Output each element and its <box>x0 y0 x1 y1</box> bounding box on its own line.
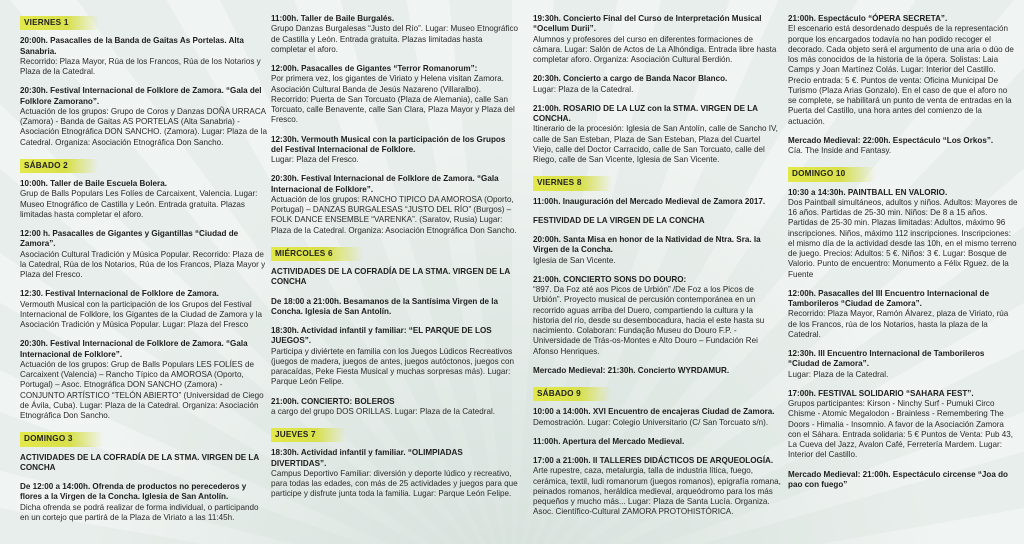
event-title: 20:30h. Festival Internacional de Folklore de Zamora. “Gala Internacional de Folklore”. <box>20 339 248 359</box>
event-title: 12:00 h. Pasacalles de Gigantes y Gigantillas “Ciudad de Zamora”. <box>20 229 239 249</box>
day-header: MIÉRCOLES 6 <box>271 247 363 261</box>
event-title: 12:00h. Pasacalles de Gigantes “Terror Romanorum”: <box>271 64 478 73</box>
event-entry <box>20 36 268 77</box>
event-entry <box>20 179 268 220</box>
program-column-3 <box>533 14 781 527</box>
event-title: 17:00 a 21:00h. II TALLERES DIDÁCTICOS DE ARQUEOLOGÍA. <box>533 456 774 465</box>
event-details: Vermouth Musical con la participación de los Grupos del Festival Internacional de Folklore, los Gigantes de la Ciudad de Zamora y la Asociación Tradición y Música Popular. Lugar: Plaza del Fresco <box>20 299 263 329</box>
event-title: 10:00h. Taller de Baile Escuela Bolera. <box>20 179 167 188</box>
event-entry <box>271 326 519 388</box>
event-details: a cargo del grupo DOS ORILLAS. Lugar: Plaza de la Catedral. <box>271 406 496 416</box>
day-header: VIERNES 1 <box>20 16 99 30</box>
event-entry <box>533 235 781 266</box>
event-title: Mercado Medieval: 21:30h. Concierto WYRDAMUR. <box>533 365 730 375</box>
day-header: VIERNES 8 <box>533 176 612 190</box>
event-title: 17:00h. FESTIVAL SOLIDARIO “SAHARA FEST”. <box>788 388 974 398</box>
event-title: Mercado Medieval: 21:00h. Espectáculo circense “Joa do pao con fuego” <box>788 469 1008 489</box>
event-entry <box>533 456 781 518</box>
event-details: Grupos participantes: Kirson - Ninchy Surf - Pumuki Circo Chisme - Atomic Megalodon - Brainless - Remembering The Doors - Himalia - Insomnio. A favor de la Asociación Zamora con el Sáhara. Entrada solidaria: 5 € Puntos de Venta: Pub 43, La Cueva del Jazz, Avalon Café, Ferretería Mardem. Lugar: Interior del Castillo. <box>788 399 1013 460</box>
event-details: Arte rupestre, caza, metalurgia, talla de industria lítica, fuego, cerámica, textil, ludi romanorum (juegos romanos), epigrafía romana, peinados romanos, heráldica medieval, arqueódromo para los más pequeños y mucho más... Lugar: Plaza de Santa Lucía. Organiza. Asoc. Científico-Cultural ZAMORA PROTOHISTÓRICA. <box>533 466 781 517</box>
event-details: Recorrido: Plaza Mayor, Rúa de los Francos, Rúa de los Notarios y Plaza de la Catedral. <box>20 56 261 76</box>
event-entry <box>20 86 268 148</box>
event-entry <box>533 407 781 428</box>
event-title: 11:00h. Apertura del Mercado Medieval. <box>533 436 685 446</box>
event-title: 12:00h. Pasacalles del III Encuentro Internacional de Tamborileros “Ciudad de Zamora”. <box>788 288 990 308</box>
event-title: 10:00 a 14:00h. XVI Encuentro de encajeras Ciudad de Zamora. <box>533 407 775 417</box>
event-details: Actuación de los grupos: Grup de Balls Populars LES FOLÍES de Carcaixent (Valencia) – Rancho Típico da AMOROSA (Oporto, Portugal) – Asoc. Etnográfica DON SANCHO (Zamora) - CONJUNTO ARTÍSTICO “TELÓN ABIERTO” (Universidad de Ciego de Ávila, Cuba). Lugar: Plaza de la Catedral. Organiza: Asociación Etnográfica Don Sancho. <box>20 359 264 420</box>
event-title: De 12:00 a 14:00h. Ofrenda de productos no perecederos y flores a la Virgen de la Concha. Iglesia de San Antolín. <box>20 482 247 502</box>
event-title: 20:00h. Pasacalles de la Banda de Gaitas As Portelas. Alta Sanabria. <box>20 36 244 56</box>
program-column-1 <box>20 14 268 532</box>
event-title: 18:30h. Actividad infantil y familiar: “EL PARQUE DE LOS JUEGOS”. <box>271 326 492 346</box>
event-entry <box>788 389 1018 461</box>
event-entry <box>271 448 519 499</box>
event-title: FESTIVIDAD DE LA VIRGEN DE LA CONCHA <box>533 215 705 225</box>
event-entry <box>271 397 519 418</box>
event-title: 21:00h. CONCIERTO SONS DO DOURO: <box>533 274 687 284</box>
event-details: Actuación de los grupos: Grupo de Coros y Danzas DOÑA URRACA (Zamora) - Banda de Gaitas AS PORTELAS (Alta Sanabria) - Asociación Etnográfica DON SANCHO. (Zamora). Lugar: Plaza de la Catedral. Organiza: Asociación Etnográfica Don Sancho. <box>20 106 267 147</box>
event-details: Itinerario de la procesión: Iglesia de San Antolín, calle de Sancho IV, calle de San Esteban, Plaza de San Esteban, Plaza del Cuartel Viejo, calle del Doctor Carracido, calle de San Torcuato, calle del Riego, calle de San Vicente, Iglesia de San Vicente. <box>533 124 778 164</box>
event-entry <box>533 197 781 207</box>
event-details: Lugar: Plaza del Fresco. <box>271 155 359 164</box>
event-entry <box>788 349 1018 380</box>
day-header: DOMINGO 10 <box>788 167 875 181</box>
event-entry <box>533 366 781 376</box>
event-entry <box>20 339 268 421</box>
event-details: Grupo Danzas Burgalesas “Justo del Río”. Lugar: Museo Etnográfico de Castilla y León. Entrada gratuita. Plazas limitadas hasta completar el aforo. <box>271 24 518 54</box>
event-title: 21:00h. ROSARIO DE LA LUZ con la STMA. VIRGEN DE LA CONCHA. <box>533 103 758 123</box>
event-details: “897. Da Foz até aos Picos de Urbión” /De Foz a los Picos de Urbión”. Proyecto musical de percusión contemporánea en un recorrido aguas arriba del Duero, compartiendo la cultura y la historia del río, desde su desembocadura, hacia el este hasta su nacimiento. Colaboran: Fundação Museu do Douro F.P. - Universidade de Trás-os-Montes e Alto Douro – Fundación Rei Afonso Henriques. <box>533 285 765 356</box>
event-details: Dicha ofrenda se podrá realizar de forma individual, o participando en un cortejo que partirá de la Plaza de Viriato a las 11:45h. <box>20 502 259 522</box>
event-entry <box>271 64 519 126</box>
event-details: Dos Paintball simultáneos, adultos y niños. Adultos: Mayores de 16 años. Partidas de 25-30 min. Niños: De 8 a 15 años. Partidas de 25-30 min. Plazas limitadas: Adultos, máximo 96 inscripciones. Niños, máximo 112 inscripciones. Inscripciones: el mismo día de la actividad desde las 10h, en el mismo terreno de juego. Precios: Adultos: 5 €. Niños: 3 €. Lugar: Bosque de Valorio. Punto de encuentro: Monumento a Félix Rguez. de la Fuente <box>788 197 1018 279</box>
event-details: Iglesia de San Vicente. <box>533 255 616 265</box>
day-header: DOMINGO 3 <box>20 432 103 446</box>
event-details: Campus Deportivo Familiar: diversión y deporte lúdico y recreativo, para todas las edades, con más de 25 actividades y juegos para que participe y disfrute junta toda la familia. Lugar: Parque León Felipe. <box>271 468 518 499</box>
event-entry <box>20 289 268 330</box>
event-entry <box>533 216 781 226</box>
program-column-4 <box>788 14 1018 499</box>
event-title: 20:30h. Concierto a cargo de Banda Nacor Blanco. <box>533 74 728 84</box>
event-entry <box>271 174 519 236</box>
event-details: Actuación de los grupos: RANCHO TIPICO DA AMOROSA (Oporto, Portugal) – DANZAS BURGALESAS “JUSTO DEL RÍO” (Burgos) – FOLK DANCE ENSEMBLE “VARENKA”. (Saratov, Rusia) Lugar: Plaza de la Catedral. Organiza: Asociación Etnográfica Don Sancho. <box>271 194 517 235</box>
day-header: SÁBADO 9 <box>533 387 611 401</box>
event-entry <box>271 297 519 318</box>
event-details: Participa y diviértete en familia con los Juegos Lúdicos Recreativos (juegos de madera, juegos de antes, juegos autóctonos, juegos con paracaídas, Peke Fiesta Musical y muchas sorpresas más). Lugar: Parque León Felipe. <box>271 346 514 387</box>
event-entry <box>788 188 1018 280</box>
event-title: 12:30h. Vermouth Musical con la participación de los Grupos del Festival Internacional de Folklore. <box>271 134 506 154</box>
event-entry <box>20 229 268 280</box>
event-title: Mercado Medieval: 22:00h. Espectáculo “Los Orkos”. <box>788 135 994 145</box>
event-details: Alumnos y profesores del curso en diferentes formaciones de cámara. Lugar: Salón de Actos de La Alhóndiga. Entrada libre hasta completar aforo. Organiza: Asociación Cultural Berdión. <box>533 34 777 64</box>
event-title: 19:30h. Concierto Final del Curso de Interpretación Musical “Ocellum Durii”. <box>533 14 762 34</box>
event-title: 11:00h. Taller de Baile Burgalés. <box>271 14 395 23</box>
event-entry <box>533 104 781 166</box>
event-title: 10:30 a 14:30h. PAINTBALL EN VALORIO. <box>788 187 948 197</box>
event-details: Grup de Balls Populars Les Folíes de Carcaixent, Valencia. Lugar: Museo Etnográfico de Castilla y León. Entrada gratuita. Plazas limitadas hasta completar el aforo. <box>20 189 258 219</box>
event-title: 12:30. Festival Internacional de Folklore de Zamora. <box>20 289 219 299</box>
event-title: 21:00h. Espectáculo “ÓPERA SECRETA”. <box>788 14 948 23</box>
event-title: De 18:00 a 21:00h. Besamanos de la Santísima Virgen de la Concha. Iglesia de San Antolín. <box>271 296 499 316</box>
day-header: SÁBADO 2 <box>20 159 98 173</box>
event-details: Cía. The Inside and Fantasy. <box>788 146 892 155</box>
event-entry <box>533 437 781 447</box>
program-column-2 <box>271 14 519 509</box>
event-entry <box>788 289 1018 340</box>
event-entry <box>20 453 268 474</box>
event-details: El escenario está desordenado después de la representación porque los encargados todavía no han podido recoger el decorado. Cada objeto será el argumento de una aria o dúo de los más conocidos de la historia de la ópera. Solistas: Laia Camps y Joan Martínez Colás. Lugar: Interior del Castillo. Precio entrada: 5 €. Puntos de venta: Oficina Municipal De Turismo (Plaza Arias Gonzalo). En el caso de que el aforo no se complete, se habilitará un punto de venta de entradas en la Puerta del Castillo, una hora antes del comienzo de la actuación. <box>788 24 1014 126</box>
event-entry <box>788 136 1018 157</box>
event-details: Recorrido: Plaza Mayor, Ramón Álvarez, plaza de Viriato, rúa de los Francos, rúa de los Notarios, hasta la plaza de la Catedral. <box>788 309 1009 339</box>
event-entry <box>533 275 781 357</box>
event-details: Lugar: Plaza de la Catedral. <box>788 369 889 379</box>
event-title: 11:00h. Inauguración del Mercado Medieval de Zamora 2017. <box>533 196 766 206</box>
event-title: 20:00h. Santa Misa en honor de la Natividad de Ntra. Sra. la Virgen de la Concha. <box>533 235 761 255</box>
event-entry <box>20 482 268 523</box>
day-header: JUEVES 7 <box>271 428 346 442</box>
event-entry <box>271 135 519 166</box>
event-entry <box>788 470 1018 491</box>
event-details: Lugar: Plaza de la Catedral. <box>533 84 634 94</box>
event-title: 21:00h. CONCIERTO: BOLEROS <box>271 396 395 406</box>
event-title: 20:30h. Festival Internacional de Folklore de Zamora. “Gala del Folklore Zamorano”. <box>20 86 262 106</box>
event-details: Demostración. Lugar: Colegio Universitario (C/ San Torcuato s/n). <box>533 417 769 427</box>
event-entry <box>788 14 1018 127</box>
event-entry <box>271 267 519 288</box>
event-entry <box>533 74 781 95</box>
event-title: 12:30h. III Encuentro Internacional de Tamborileros “Ciudad de Zamora”. <box>788 349 985 369</box>
event-entry <box>271 14 519 55</box>
event-details: Por primera vez, los gigantes de Viriato y Helena visitan Zamora. Asociación Cultural Banda de Jesús Nazareno (Villaralbo). Recorrido: Puerta de San Torcuato (Plaza de Alemania), calle San Torcuato, calle Benavente, calle San Clara, Plaza Mayor y Plaza del Fresco. <box>271 74 515 125</box>
event-entry <box>533 14 781 65</box>
event-title: 18:30h. Actividad infantil y familiar. “OLIMPIADAS DIVERTIDAS”. <box>271 448 463 468</box>
event-title: ACTIVIDADES DE LA COFRADÍA DE LA STMA. VIRGEN DE LA CONCHA <box>20 452 259 472</box>
event-title: ACTIVIDADES DE LA COFRADÍA DE LA STMA. VIRGEN DE LA CONCHA <box>271 267 510 287</box>
event-details: Asociación Cultural Tradición y Música Popular. Recorrido: Plaza de la Catedral, Rúa de los Notarios, Rúa de los Francos, Plaza Mayor y Plaza del Fresco. <box>20 249 266 279</box>
event-title: 20:30h. Festival Internacional de Folklore de Zamora. “Gala Internacional de Folklore”. <box>271 174 499 194</box>
